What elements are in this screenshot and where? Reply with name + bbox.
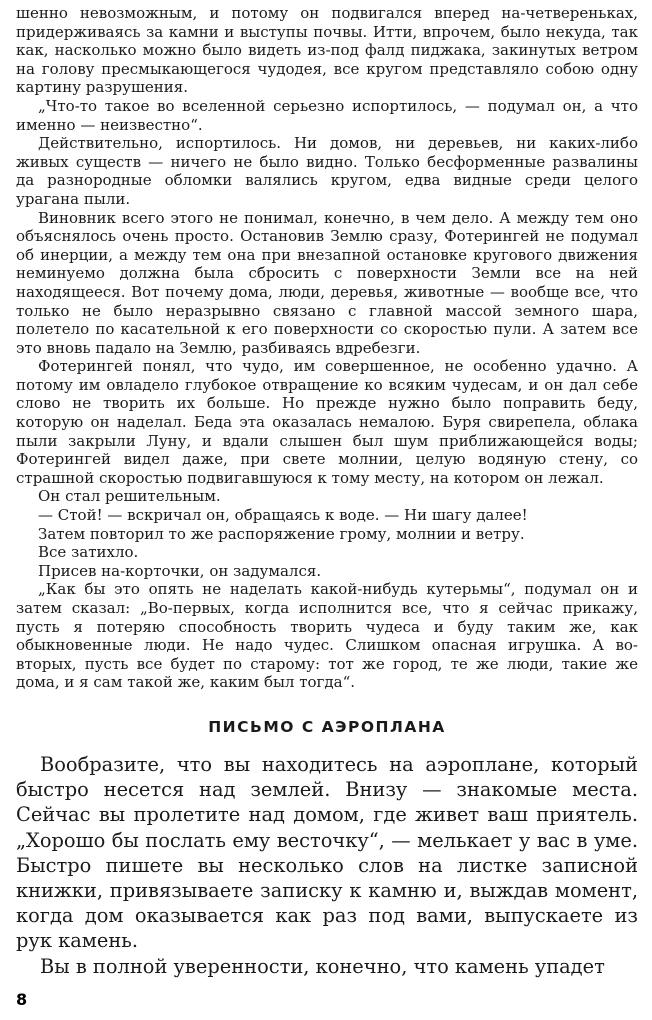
story-paragraph: Присев на-корточки, он задумался. [38,561,322,580]
story-paragraph: Все затихло. [38,543,139,562]
story-paragraph: „Как бы это опять не наделать какой-нибудь кутерьмы“, подумал он и затем сказал: „Во-первых, когда исполнится все, что я сейчас прикажу, пусть я потеряю способность творить чудеса и буду таким же, как обыкновенные люди. Не надо чудес. Слишком опасная игрушка. А во-вторых, пусть все будет по старому: тот же город, те же люди, такие же дома, и я сам такой же, каким был тогда“. [16,580,638,692]
page-number: 8 [16,990,28,1009]
story-paragraph: Виновник всего этого не понимал, конечно, в чем дело. А между тем оно объяснялось очень просто. Остановив Землю сразу, Фотерингей не подумал об инерции, а между тем она при внезапной остановке кругового движения неминуемо должна была сбросить с поверхности Земли все на ней находящееся. Вот почему дома, люди, деревья, животные — вообще все, что только не было неразрывно связано с главной массой земного шара, полетело по касательной к его поверхности со скоростью пули. А затем все это вновь падало на Землю, разбиваясь вдребезги. [16,208,638,357]
story-paragraph: — Стой! — вскричал он, обращаясь к воде. — Ни шагу далее! [38,506,528,525]
story-paragraph: Он стал решительным. [38,487,221,506]
story-paragraph: „Что-то такое во вселенной серьезно испортилось, — подумал он, а что именно — неизвестно“. [16,96,638,134]
story-paragraph: Фотерингей понял, что чудо, им совершенное, не особенно удачно. А потому им овладело глубокое отвращение ко всяким чудесам, и он дал себе слово не творить их больше. Но прежде нужно было поправить беду, которую он наделал. Беда эта оказалась немалою. Буря свирепела, облака пыли закрыли Луну, и вдали слышен был шум приближающейся воды; Фотерингей видел даже, при свете молнии, целую водяную стену, со страшной скоростью подвигавшуюся к тому месту, на котором он лежал. [16,357,638,487]
section-paragraph: Вы в полной уверенности, конечно, что камень упадет [40,954,605,978]
story-paragraph: Действительно, испортилось. Ни домов, ни деревьев, ни каких-либо живых существ — ничего не было видно. Только бесформенные развалины да разнородные обломки валялись кругом, едва видные среди целого урагана пыли. [16,134,638,208]
section-paragraph: Вообразите, что вы находитесь на аэроплане, который быстро несется над землей. Внизу — знакомые места. Сейчас вы пролетите над домом, где живет ваш приятель. „Хорошо бы послать ему весточку“, — мелькает у вас в уме. Быстро пишете вы несколько слов на листке записной книжки, привязываете записку к камню и, выждав момент, когда дом оказывается как раз под вами, выпускаете из рук камень. [16,752,638,953]
section-heading: ПИСЬМО С АЭРОПЛАНА [208,717,446,736]
book-page [16,4,638,979]
story-paragraph: Затем повторил то же распоряжение грому, молнии и ветру. [38,524,525,543]
story-paragraph: шенно невозможным, и потому он подвигался вперед на-четвереньках, придерживаясь за камни и выступы почвы. Итти, впрочем, было некуда, так как, насколько можно было видеть из-под фалд пиджака, закинутых ветром на голову пресмыкающегося чудодея, все кругом представляло собою одну картину разрушения. [16,4,638,97]
